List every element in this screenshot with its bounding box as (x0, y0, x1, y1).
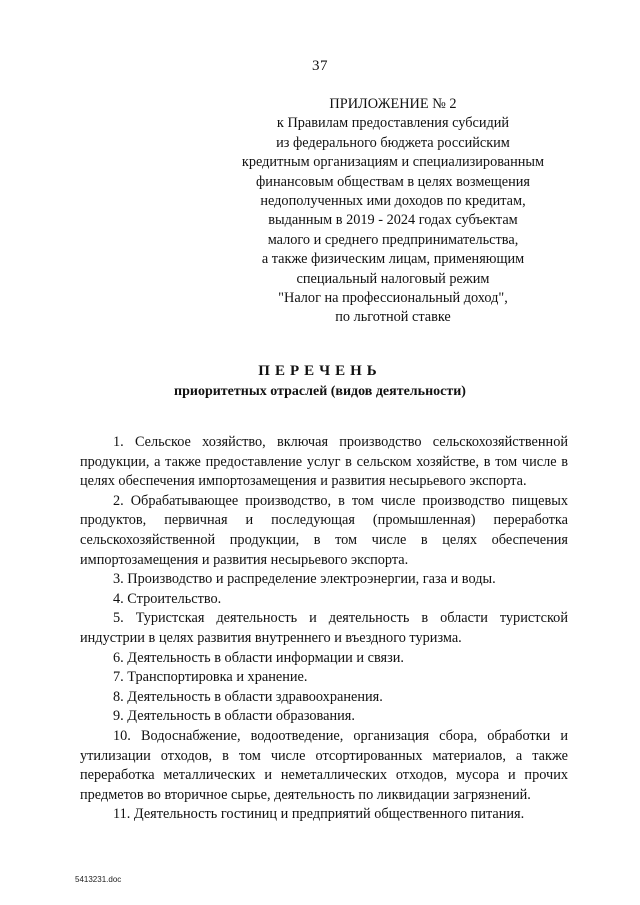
list-item: 11. Деятельность гостиниц и предприятий общественного питания. (113, 806, 525, 823)
list-item: 10. Водоснабжение, водоотведение, организация сбора, обработки и утилизации отходов, в том числе отсортированных материалов, а также переработка металлических и неметаллических отходов, мусора и прочих предметов во вторичное сырье, деятельность по ликвидации загрязнений. (80, 727, 568, 803)
appendix-line: малого и среднего предпринимательства, (267, 231, 519, 248)
page-number: 37 (312, 58, 328, 74)
list-item: 8. Деятельность в области здравоохранения. (113, 688, 383, 705)
list-title: ПЕРЕЧЕНЬ (258, 363, 382, 379)
appendix-line: кредитным организациям и специализированным (241, 154, 545, 171)
appendix-line: выданным в 2019 - 2024 годах субъектам (268, 212, 518, 229)
appendix-line: из федерального бюджета российским (276, 134, 510, 151)
appendix-line: а также физическим лицам, применяющим (261, 251, 525, 268)
appendix-header (228, 95, 558, 328)
appendix-title: ПРИЛОЖЕНИЕ № 2 (329, 96, 457, 112)
appendix-line: по льготной ставке (335, 309, 451, 326)
list-item: 2. Обрабатывающее производство, в том числе производство пищевых продуктов, первичная и последующая (промышленная) переработка сельскохозяйственной продукции, в том числе в целях обеспечения импортозамещения и развития несырьевого экспорта. (80, 492, 568, 568)
list-item: 9. Деятельность в области образования. (113, 708, 355, 725)
appendix-line: специальный налоговый режим (296, 270, 490, 287)
appendix-line: недополученных ими доходов по кредитам, (260, 193, 526, 210)
list-item: 1. Сельское хозяйство, включая производство сельскохозяйственной продукции, а также предоставление услуг в сельском хозяйстве, в том числе в целях обеспечения импортозамещения и развития несырьевого экспорта. (80, 434, 568, 490)
list-item: 6. Деятельность в области информации и связи. (113, 649, 404, 666)
file-code: 5413231.doc (75, 875, 122, 884)
list-item: 7. Транспортировка и хранение. (113, 669, 308, 686)
list-item: 5. Туристская деятельность и деятельность в области туристской индустрии в целях развития внутреннего и въездного туризма. (80, 610, 568, 646)
appendix-line: финансовым обществам в целях возмещения (256, 173, 530, 190)
appendix-line: к Правилам предоставления субсидий (276, 115, 510, 132)
list-subtitle: приоритетных отраслей (видов деятельности) (174, 384, 466, 399)
appendix-line: "Налог на профессиональный доход", (278, 290, 508, 307)
list-item: 3. Производство и распределение электроэнергии, газа и воды. (113, 571, 496, 588)
list-item: 4. Строительство. (113, 590, 222, 607)
priority-sectors-list (80, 433, 568, 825)
